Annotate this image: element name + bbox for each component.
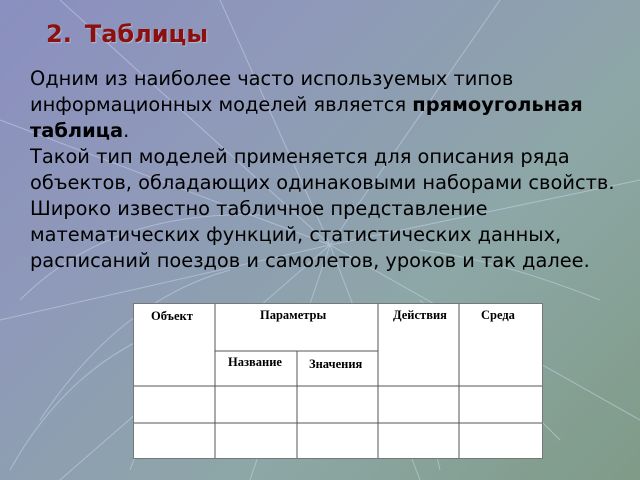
slide-title <box>46 20 208 48</box>
header-name: Название <box>228 355 282 369</box>
table-cell <box>297 423 378 458</box>
table-cell <box>459 423 542 458</box>
slide-body <box>30 66 630 274</box>
table-cell <box>297 386 378 423</box>
paragraph-1-text: Одним из наиболее часто используемых типов информационных моделей является <box>30 67 514 116</box>
header-actions: Действия <box>393 308 447 322</box>
table-cell <box>215 423 297 458</box>
table-cell <box>378 386 459 423</box>
title-text: Таблицы <box>84 20 209 48</box>
title-number: 2. <box>46 20 72 48</box>
table-cell <box>215 386 297 423</box>
paragraph-3: Широко известно табличное представление математических функций, статистических данных, расписаний поездов и самолетов, уроков и так далее. <box>30 197 590 272</box>
paragraph-1-bold: прямоугольная таблица <box>30 93 583 142</box>
paragraph-1 <box>30 66 630 144</box>
table-cell <box>134 386 215 423</box>
table-cell <box>459 386 542 423</box>
header-environment: Среда <box>481 308 515 322</box>
table-cell <box>378 423 459 458</box>
header-values: Значения <box>309 357 363 371</box>
header-object: Объект <box>151 309 193 323</box>
paragraph-2: Такой тип моделей применяется для описания ряда объектов, обладающих одинаковыми наборами свойств. <box>30 145 615 194</box>
paragraph-1-end: . <box>123 119 130 142</box>
table-cell <box>134 423 215 458</box>
header-params: Параметры <box>260 308 327 322</box>
properties-table <box>133 303 543 459</box>
